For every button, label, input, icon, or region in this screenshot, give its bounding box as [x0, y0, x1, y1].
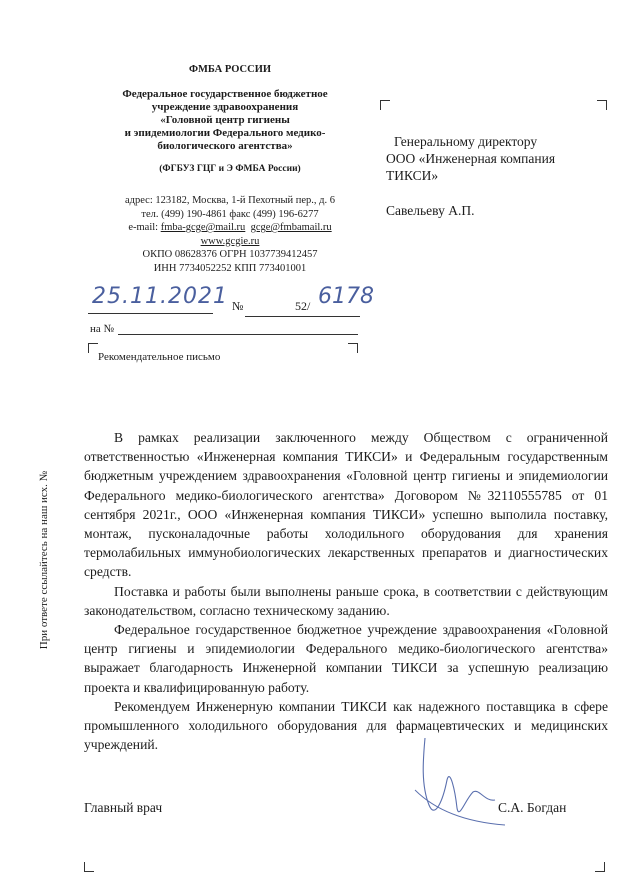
body-paragraph: Поставка и работы были выполнены раньше срока, в соответствии с действующим законодательством, согласно техническому заданию.: [84, 583, 608, 618]
codes: ОКПО 08628376 ОГРН 1037739412457: [142, 249, 318, 260]
recipient-line: ТИКСИ»: [386, 168, 439, 183]
signatory-name: С.А. Богдан: [498, 800, 567, 815]
recipient-line: ООО «Инженерная компания: [386, 151, 556, 166]
address-block: [80, 194, 380, 275]
body-paragraph: Федеральное государственное бюджетное учреждение здравоохранения «Головной центр гигиены и эпидемиологии Федерального медико-биологического агентства» выражает благодарность Инженерной компании ТИКСИ за успешную реализацию проекта и квалифицированную работу.: [84, 622, 608, 695]
handwritten-number: 6178: [318, 284, 374, 309]
page-corner-mark: [84, 862, 94, 872]
organization-abbreviation: (ФГБУЗ ГЦГ и Э ФМБА России): [159, 164, 301, 174]
email-link[interactable]: gcge@fmbamail.ru: [250, 222, 332, 233]
handwritten-date: 25.11.2021: [92, 284, 228, 309]
reply-label: на №: [90, 323, 115, 335]
organization-name: [85, 88, 365, 153]
phones: тел. (499) 190-4861 факс (499) 196-6277: [141, 208, 319, 220]
recipient-bracket-right: [597, 100, 607, 110]
letter-body: [84, 428, 608, 754]
side-note: При ответе ссылайтесь на наш исх. №: [38, 470, 50, 650]
number-prefix: 52/: [295, 299, 311, 313]
address: адрес: 123182, Москва, 1-й Пехотный пер., д. 6: [124, 195, 335, 206]
subject-bracket-right: [348, 343, 358, 353]
emails: e-mail: fmba-gcge@mail.ru gcge@fmbamail.ru: [128, 222, 332, 233]
subject-line: Рекомендательное письмо: [98, 351, 221, 363]
date-underline: [88, 313, 213, 314]
number-underline: [245, 316, 360, 317]
signatory-position: Главный врач: [84, 800, 163, 815]
codes: ИНН 7734052252 КПП 773401001: [153, 262, 307, 274]
email-link[interactable]: fmba-gcge@mail.ru: [160, 222, 246, 233]
org-line: учреждение здравоохранения: [151, 101, 299, 113]
recipient-line: Генеральному директору: [394, 134, 538, 149]
org-line: «Головной центр гигиены: [160, 114, 290, 126]
recipient-title: [386, 133, 555, 184]
body-paragraph: В рамках реализации заключенного между Обществом с ограниченной ответственностью «Инженерная компания ТИКСИ» и Федеральным государственным бюджетным учреждением здравоохранения «Головной центр гигиены и эпидемиологии Федерального медико-биологического агентства» Договором №32110555785 от 01 сентября 2021г., ООО «Инженерная компания ТИКСИ» успешно выполила поставку, монтаж, пусконаладочные работы холодильного оборудования для хранения термолабильных иммунобиологических лекарственных препаратов и диагностических средств.: [84, 430, 608, 580]
agency-name: ФМБА РОССИИ: [188, 64, 272, 75]
body-paragraph: Рекомендуем Инженерную компании ТИКСИ как надежного поставщика в сфере промышленного холодильного оборудования для фармацевтических и медицинских учреждений.: [84, 698, 608, 753]
recipient-name: Савельеву А.П.: [386, 203, 475, 218]
page-corner-mark: [595, 862, 605, 872]
signature-mark: [395, 730, 515, 840]
org-line: биологического агентства»: [157, 140, 293, 152]
org-line: Федеральное государственное бюджетное: [122, 88, 328, 100]
website-link[interactable]: www.gcgie.ru: [200, 235, 260, 247]
recipient-bracket-left: [380, 100, 390, 110]
org-line: и эпидемиологии Федерального медико-: [124, 127, 326, 139]
reply-underline: [118, 334, 358, 335]
number-sign: №: [232, 299, 244, 313]
subject-bracket-left: [88, 343, 98, 353]
